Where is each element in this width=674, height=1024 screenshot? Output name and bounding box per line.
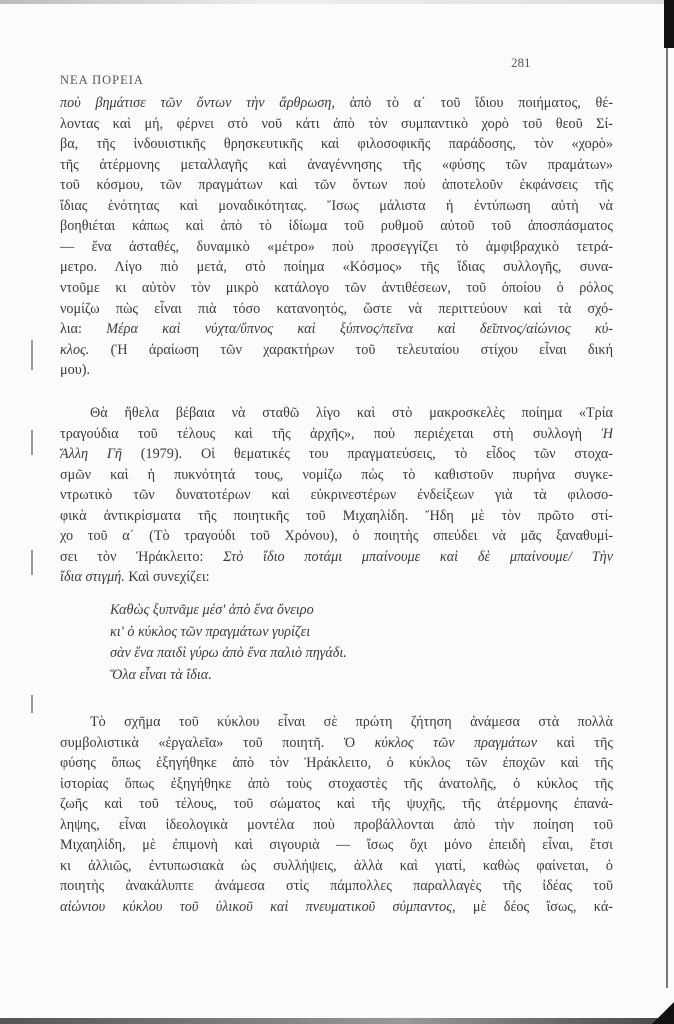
italic-quote: Μέρα καὶ νύχτα/ὕπνος καὶ ξύπνος/πεῖνα καὶ δεῖπνος/αἰώνιος κύ- (106, 321, 613, 338)
text-segment: ἀπὸ τὸ α΄ τοῦ ἴδιου ποιήματος, θέ- (334, 95, 613, 111)
text-segment: λια: (60, 321, 107, 338)
text-segment: βα, τῆς ἰνδουιστικῆς θρησκευτικῆς καὶ φιλοσοφικῆς παράδοσης, τὸν «χορὸ» (60, 136, 613, 153)
text-line (60, 485, 613, 505)
text-line (60, 93, 613, 113)
text-segment: ποιητὴς ἀνακάλυπτε ἀνάμεσα στὶς πάμπολλες παραλλαγὲς τῆς ἰδέας τοῦ (60, 878, 613, 895)
text-segment: καὶ τῆς (537, 734, 613, 751)
text-segment: (1979). Οἱ θεματικές του πραγματεύσεις, τὸ εἶδος τῶν στοχα- (121, 446, 613, 463)
text-segment: Θὰ ἤθελα βέβαια νὰ σταθῶ λίγο καὶ στὸ μακροσκελὲς ποίημα «Τρία (90, 405, 613, 421)
text-segment: τοῦ κόσμου, τῶν πραγμάτων καὶ τῶν ὄντων ποὺ ἀποτελοῦν ἐκφάνσεις τῆς (60, 177, 613, 194)
margin-mark (31, 430, 33, 455)
text-line (60, 175, 613, 195)
text-line (60, 237, 613, 257)
text-line (60, 444, 613, 464)
text-segment: σει τὸν Ἡράκλειτο: (60, 548, 224, 565)
text-segment: ἱστορίας ὅπως ἐξηγήθηκε ἀπὸ τοὺς στοχαστὲς τῆς ἀνατολῆς, ὁ κύκλος τῆς (60, 775, 613, 792)
text-segment: νομίζω πὼς εἶναι πιὰ τόσο κατανοητός, ὥστε νὰ περιττεύουν καὶ τὰ σχό- (60, 300, 613, 317)
scan-bottom-edge (0, 1018, 674, 1024)
text-line (60, 340, 613, 360)
running-title: ΝΕΑ ΠΟΡΕΙΑ (60, 73, 144, 87)
text-segment: κι ἀλλιῶς, ἐντυπωσιακὰ ὡς συλλήψεις, ἀλλὰ καὶ γιατί, καθὼς φαίνεται, ὁ (60, 857, 613, 874)
text-line (60, 114, 613, 134)
text-segment: Καὶ συνεχίζει: (124, 569, 210, 586)
text-line (60, 319, 613, 339)
text-segment: φικὰ ἀντικρίσματα τῆς ποιητικῆς τοῦ Μιχαηλίδη. Ἤδη μὲ τὸν πρῶτο στί- (60, 507, 613, 524)
poem-verse: κι' ὁ κύκλος τῶν πραγμάτων γυρίζει (110, 623, 311, 640)
margin-mark (31, 695, 33, 713)
text-line (60, 876, 613, 896)
text-segment: μετρο. Λίγο πιὸ μετά, στὸ ποίημα «Κόσμος» τῆς ἴδιας συλλογῆς, συνα- (60, 259, 613, 276)
text-line (60, 856, 613, 876)
text-segment: συμβολιστικὰ «ἐργαλεῖα» τοῦ ποιητῆ. Ὁ (60, 734, 375, 751)
text-line (60, 196, 613, 216)
text-line (60, 403, 613, 423)
text-line (60, 155, 613, 175)
text-line (60, 712, 613, 732)
page-curl (652, 1002, 674, 1024)
page-number: 281 (511, 55, 531, 70)
text-segment: τῆς ἀτέρμονης μεταλλαγῆς καὶ ἀναγέννησης τῆς «φύσης τῶν πραμάτων» (60, 156, 613, 173)
text-segment: βοηθιέται κάπως καὶ ἀπὸ τὸ ἰδίωμα τοῦ ρυθμοῦ αὐτοῦ τοῦ ἀποσπάσματος (60, 218, 613, 235)
text-line (60, 424, 613, 444)
italic-quote: Ἄλλη Γῆ (60, 446, 122, 463)
text-line (60, 774, 613, 794)
text-line (60, 216, 613, 236)
italic-quote: ἴδια στιγμή. (60, 569, 125, 586)
text-line (60, 257, 613, 277)
text-line (60, 835, 613, 855)
text-line (60, 526, 613, 546)
margin-mark (31, 340, 33, 370)
text-segment: ντοῦμε κι αὐτὸν τὸν μικρὸ κατάλογο τῶν ἀντιθέσεων, τοῦ ὁποίου ὁ ρόλος (60, 279, 613, 296)
text-segment: μὲ δέος ἴσως, κά- (455, 898, 613, 915)
text-line (60, 465, 613, 485)
italic-quote: Ἡ (601, 425, 613, 442)
text-line (60, 733, 613, 753)
text-line (60, 134, 613, 154)
text-line (60, 897, 613, 917)
text-segment: σμῶν καὶ ἡ πυκνότητά τους, νομίζω πὼς τὸ καθιστοῦν πυρήνα συγκε- (60, 466, 613, 483)
text-line (60, 815, 613, 835)
text-segment: (Ἡ ἀραίωση τῶν χαρακτήρων τοῦ τελευταίου στίχου εἶναι δική (89, 341, 613, 358)
text-segment: τραγούδια τοῦ τέλους καὶ τῆς ἀρχῆς», ποὺ περιέχεται στὴ συλλογὴ (60, 425, 602, 442)
poem-verse: Καθὼς ξυπνᾶμε μέσ' ἀπὸ ἕνα ὄνειρο (110, 602, 314, 618)
text-segment: χο τοῦ α΄ (Τὸ τραγούδι τοῦ Χρόνου), ὁ ποιητὴς σπεύδει νὰ μᾶς ξαναθυμί- (60, 528, 613, 545)
text-segment: λοντας καὶ μή, φέρνει στὸ νοῦ κάτι ἀπὸ τὸν συμπαντικὸ χορὸ τοῦ θεοῦ Σί- (60, 115, 613, 132)
text-line (60, 753, 613, 773)
scan-top-edge (0, 0, 674, 4)
text-line (60, 278, 613, 298)
text-line (60, 506, 613, 526)
italic-quote: αἰώνιου κύκλου τοῦ ὑλικοῦ καὶ πνευματικοῦ σύμπαντος, (60, 898, 456, 915)
text-line (60, 299, 613, 319)
margin-mark (31, 550, 33, 575)
text-segment: — ἕνα ἀσταθές, δυναμικὸ «μέτρο» ποὺ προσεγγίζει τὸ ἀμφιβραχικὸ τετρά- (60, 238, 613, 255)
poem-verse: σὰν ἕνα παιδὶ γύρω ἀπὸ ἕνα παλιὸ πηγάδι. (110, 645, 347, 661)
text-segment: ληψης, εἶναι ἰδεολογικὰ μοντέλα ποὺ προβάλλονται ἀπὸ τὴν ποίηση τοῦ (60, 816, 613, 833)
text-segment: μου). (60, 362, 90, 379)
text-line (60, 794, 613, 814)
italic-quote: Στὸ ἴδιο ποτάμι μπαίνουμε καὶ δὲ μπαίνουμε/ Τὴν (223, 548, 613, 565)
italic-quote: κύκλος τῶν πραγμάτων (374, 734, 537, 751)
text-segment: ἴδιας ἑνότητας καὶ μοναδικότητας. Ἴσως μάλιστα ἡ ἐντύπωση αὐτὴ νὰ (60, 197, 613, 214)
poem-verse: Ὅλα εἶναι τὰ ἴδια. (110, 666, 212, 683)
text-segment: Μιχαηλίδη, μὲ ἐπιμονὴ καὶ σιγουριὰ — ἴσως ὄχι μόνο ἐπειδὴ εἶναι, ἔτσι (60, 837, 613, 854)
text-segment: Τὸ σχῆμα τοῦ κύκλου εἶναι σὲ πρώτη ζήτηση ἀνάμεσα στὰ πολλὰ (90, 714, 613, 730)
text-segment: ντρωτικὸ τῶν δυνατοτέρων καὶ εὐκρινεστέρων ἐνδείξεων γιὰ τὰ φιλοσο- (60, 487, 613, 504)
scan-corner-shadow (664, 0, 674, 48)
text-line (60, 567, 613, 587)
italic-quote: ποὺ βημάτισε τῶν ὄντων τὴν ἄρθρωση, (60, 95, 335, 111)
text-line (60, 360, 613, 380)
italic-quote: κλος. (60, 341, 90, 358)
text-segment: ζωῆς καὶ τοῦ τέλους, τοῦ σώματος καὶ τῆς ψυχῆς, τῆς ἀτέρμονης ἐπανά- (60, 796, 613, 813)
text-line (60, 547, 613, 567)
page-right-edge (666, 48, 668, 988)
text-segment: φύσης ὅπως ἐξηγήθηκε ἀπὸ τὸν Ἡράκλειτο, ὁ κύκλος τῶν ἐποχῶν καὶ τῆς (60, 755, 613, 772)
